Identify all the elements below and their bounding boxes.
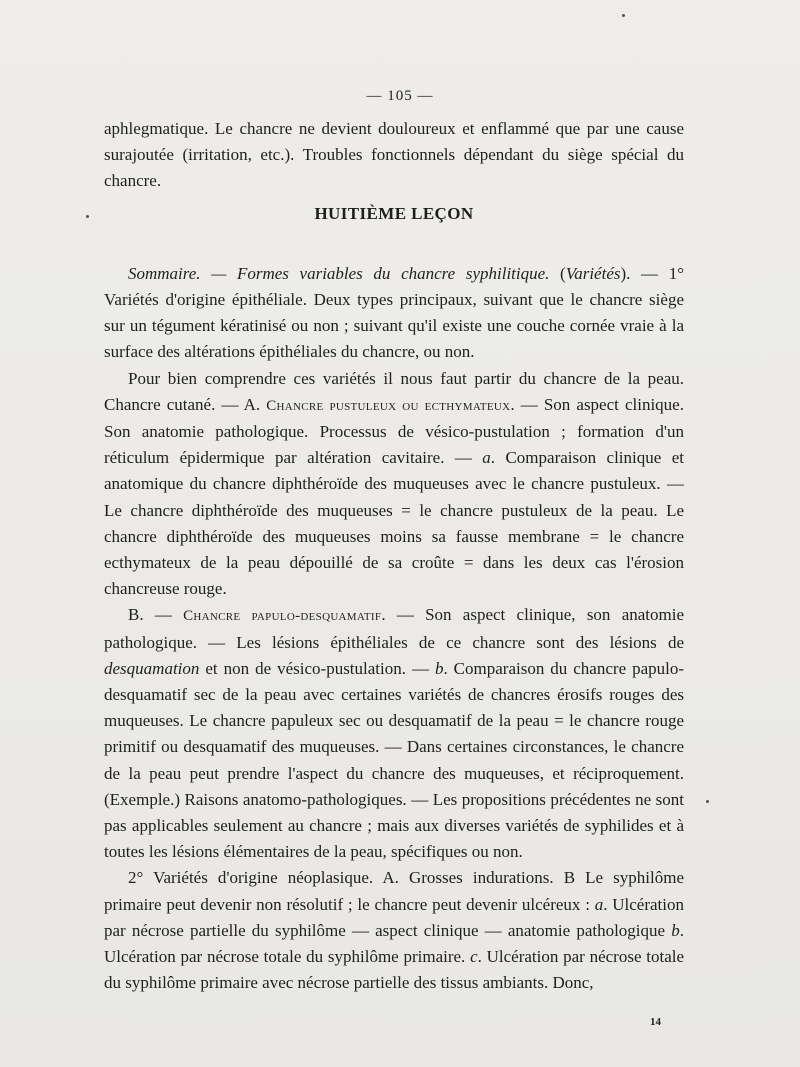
text-run: B. — (128, 605, 172, 625)
text-run: et non de vésico-pustulation. — (205, 658, 429, 678)
paragraph-continuation: aphlegmatique. Le chancre ne devient douloureux et enflammé que par une cause surajoutée (irritation, etc.). Troubles fonctionnels dépendant du siège spécial du chancre. (104, 119, 684, 191)
paragraph-papulo-desquamatif (104, 602, 684, 865)
item-letter: a (594, 894, 604, 914)
sommaire-text: . — 1° Variétés d'origine épithéliale. Deux types principaux, suivant que le chancre siège sur un tégument kératinisé ou non ; suivant qu'il existe une couche cornée vraie à la surface des altérations épithéliales du chancre, ou non. (104, 263, 684, 362)
signature-mark: 14 (650, 1016, 661, 1028)
text-run: Pour bien comprendre ces variétés il nous faut partir du chancre de la peau. Chancre cutané. — A. (104, 368, 684, 414)
page-body (104, 116, 684, 997)
text-run: . Ulcération par nécrose totale du syphilôme primaire avec nécrose partielle des tissus ambiants. Donc, (104, 947, 685, 993)
varietes-label: Variétés (565, 263, 621, 283)
text-run: . Ulcération par nécrose totale du syphilôme primaire. (104, 920, 684, 967)
sommaire-label: Sommaire. (128, 263, 201, 283)
lesson-heading: HUITIÈME LEÇON (314, 203, 474, 223)
ink-speck (86, 215, 89, 218)
sommaire-paragraph: Sommaire. — Formes variables du chancre syphilitique. (Variétés). — 1° Variétés d'origine épithéliale. Deux types principaux, suivant que le chancre siège sur un tégument kératinisé ou non ; suivant qu'il existe une couche cornée vraie à la surface des altérations épithéliales du chancre, ou non. (104, 263, 684, 362)
italic-term: desquamation (104, 658, 200, 678)
text-run: . — Son aspect clinique. Son anatomie pathologique. Processus de vésico-pustulation ; formation d'un réticulum épidermique par altération cavitaire. — (104, 394, 684, 468)
item-letter: c (470, 947, 478, 967)
text-run: . Comparaison du chancre papulo-desquamatif sec de la peau avec certaines variétés de chancres érosifs rouges des muqueuses. Le chancre papuleux sec ou desquamatif de la peau = le chancre rouge primitif ou desquamatif des muqueuses. — Dans certaines circonstances, le chancre de la peau peut prendre l'aspect du chancre des muqueuses, et réciproquement. (Exemple.) Raisons anatomo-pathologiques. — Les propositions précédentes ne sont pas applicables seulement au chancre ; mais aux diverses variétés de syphilides et à toutes les lésions élémentaires de la peau, spécifiques ou non. (104, 658, 685, 862)
paragraph-chancre-cutane (104, 366, 684, 603)
small-caps-term: Chancre pustuleux ou ecthymateux (266, 397, 511, 414)
text-run: . — Son aspect clinique, son anatomie pathologique. — Les lésions épithéliales de ce chancre sont des lésions de (104, 605, 684, 652)
item-letter: b (671, 920, 680, 940)
small-caps-term: Chancre papulo-desquamatif (183, 608, 382, 625)
sommaire-title: — Formes variables du chancre syphilitique. (211, 263, 550, 283)
text-run: . Comparaison clinique et anatomique du chancre diphthéroïde des muqueuses avec le chancre pustuleux. — Le chancre diphthéroïde des muqueuses = le chancre pustuleux de la peau. Le chancre diphthéroïde des muqueuses moins sa fausse membrane = le chancre ecthymateux de la peau dépouillé de sa croûte = dans les deux cas l'érosion chancreuse rouge. (104, 448, 684, 599)
text-run: . Ulcération par nécrose partielle du syphilôme — aspect clinique — anatomie pathologique (104, 894, 684, 940)
ink-speck (706, 800, 709, 803)
paragraph-neoplasique (104, 865, 684, 996)
text-run: 2° Variétés d'origine néoplasique. A. Grosses indurations. B Le syphilôme primaire peut devenir non résolutif ; le chancre peut devenir ulcéreux : (104, 868, 684, 914)
ink-speck (622, 14, 625, 17)
item-letter: b (434, 658, 444, 678)
item-letter: a (482, 448, 491, 468)
page-number: — 105 — (366, 88, 434, 104)
